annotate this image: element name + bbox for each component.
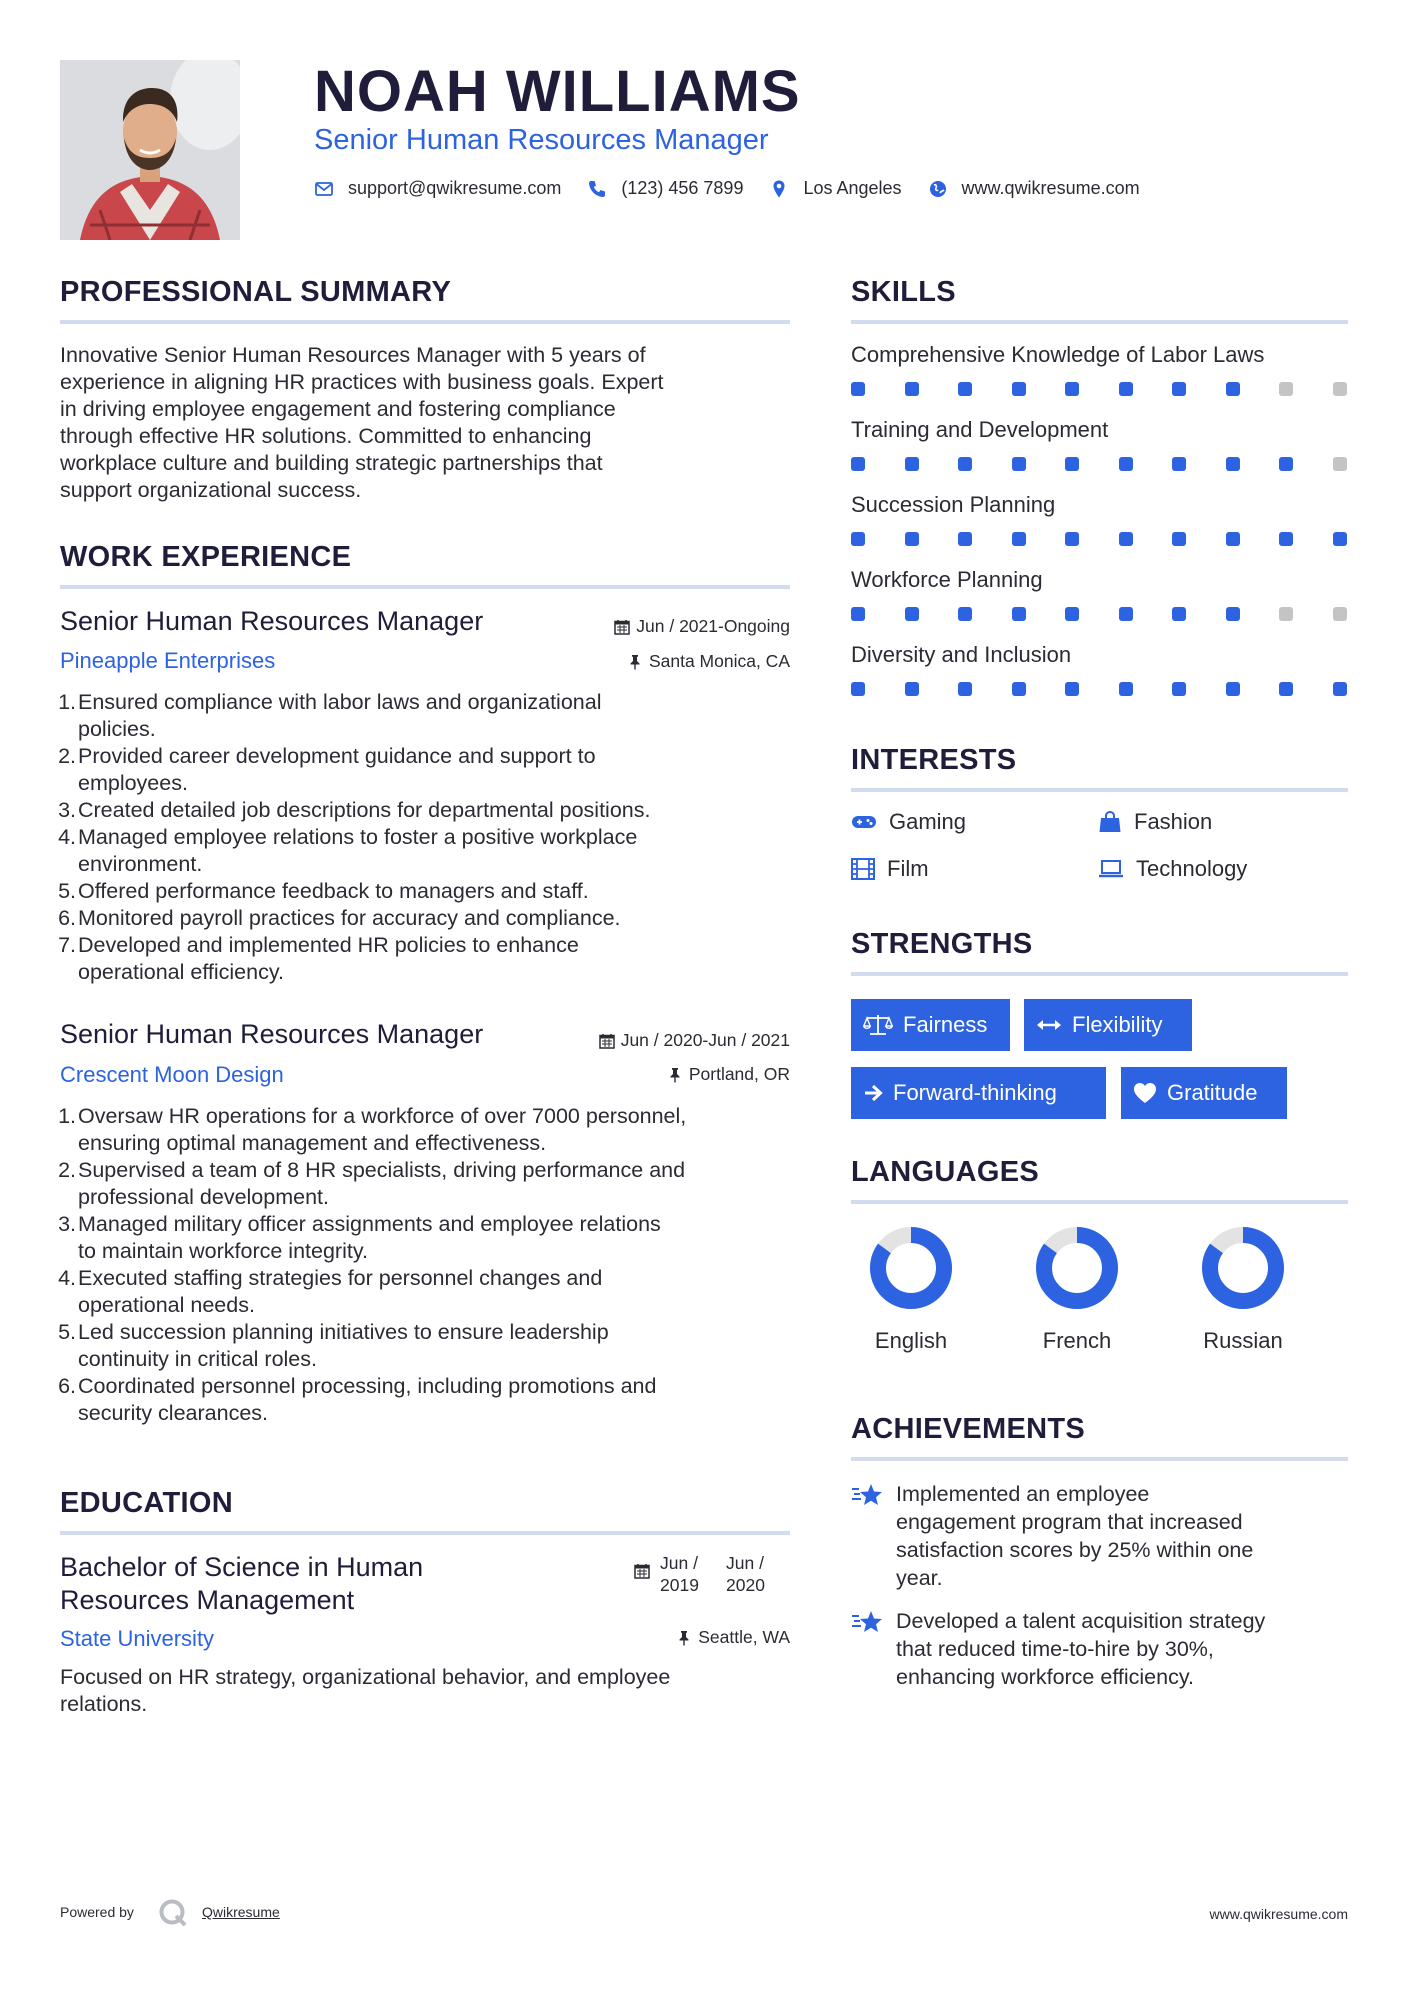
interest-label: Gaming	[889, 809, 967, 834]
skill-dot-filled	[1012, 382, 1026, 396]
skills-list	[851, 0, 1351, 720]
school-location	[676, 1627, 790, 1648]
skill-dot-filled	[1012, 607, 1026, 621]
degree-line: Bachelor of Science in Human	[60, 1552, 424, 1582]
skill-dot-filled	[1119, 532, 1133, 546]
education-date-start	[660, 1552, 699, 1596]
laptop-icon	[1098, 859, 1124, 879]
skill-dot-filled	[1119, 682, 1133, 696]
language-label: English	[874, 1328, 948, 1353]
achievement-line: engagement program that increased	[896, 1510, 1243, 1534]
summary-line: through effective HR solutions. Committed to enhancing	[60, 424, 592, 448]
skill-dot-filled	[1119, 457, 1133, 471]
degree-title	[60, 1551, 423, 1617]
interest-fashion	[1098, 809, 1212, 835]
achievement-line: year.	[896, 1566, 943, 1590]
contact-email-text: support@qwikresume.com	[348, 178, 562, 198]
job-bullets	[60, 1103, 800, 1427]
education-heading: EDUCATION	[60, 1487, 233, 1519]
gamepad-icon	[851, 813, 877, 831]
interest-technology	[1098, 856, 1247, 882]
film-icon	[851, 858, 875, 880]
skill-name: Succession Planning	[851, 492, 1056, 517]
achievements-rule	[851, 1457, 1348, 1461]
footer-powered-by: Powered by	[60, 1904, 134, 1920]
achievement-line: enhancing workforce efficiency.	[896, 1665, 1194, 1689]
summary-line: experience in aligning HR practices with business goals. Expert	[60, 370, 664, 394]
school-location-text: Seattle, WA	[698, 1627, 790, 1647]
contact-location-text: Los Angeles	[803, 178, 902, 198]
date-part: Jun /	[660, 1553, 698, 1573]
qwikresume-logo-icon	[158, 1898, 188, 1928]
candidate-title: Senior Human Resources Manager	[314, 124, 769, 156]
job-bullets	[60, 689, 800, 986]
skill-name: Training and Development	[851, 417, 1109, 442]
skill-dot-filled	[1172, 457, 1186, 471]
calendar-icon	[614, 619, 630, 635]
balance-scale-icon	[863, 1014, 893, 1036]
strength-label: Gratitude	[1167, 1080, 1258, 1105]
skill-dot-filled	[905, 382, 919, 396]
language-label: French	[1042, 1328, 1112, 1353]
list-item: 1. Oversaw HR operations for a workforce of over 7000 personnel, ensuring optimal management and effectiveness.	[58, 1104, 687, 1155]
strength-gratitude	[1121, 1067, 1287, 1119]
list-item: 3. Managed military officer assignments and employee relations to maintain workforce integrity.	[58, 1212, 661, 1263]
degree-line: Resources Management	[60, 1585, 355, 1615]
skill-dot-filled	[851, 457, 865, 471]
list-item: 2. Provided career development guidance and support to employees.	[58, 744, 596, 795]
star-icon	[851, 1482, 885, 1510]
strengths-rule	[851, 972, 1348, 976]
skill-dot-filled	[1226, 532, 1240, 546]
education-rule	[60, 1531, 790, 1535]
skill-dot-filled	[1226, 457, 1240, 471]
skill-dot-filled	[1279, 457, 1293, 471]
contact-phone[interactable]	[587, 178, 743, 199]
job-location	[667, 1064, 790, 1085]
interests-heading: INTERESTS	[851, 744, 1017, 776]
skill-dot-filled	[1172, 532, 1186, 546]
summary-heading: PROFESSIONAL SUMMARY	[60, 276, 452, 308]
list-item: 7. Developed and implemented HR policies to enhance operational efficiency.	[58, 933, 579, 984]
skill-dot-filled	[1065, 682, 1079, 696]
skill-dot-filled	[958, 532, 972, 546]
date-part: 2019	[660, 1575, 699, 1595]
achievement-line: satisfaction scores by 25% within one	[896, 1538, 1254, 1562]
interest-label: Film	[887, 856, 929, 881]
phone-icon	[587, 179, 607, 199]
list-item: 5. Offered performance feedback to managers and staff.	[58, 879, 589, 903]
achievement-line: Developed a talent acquisition strategy	[896, 1609, 1266, 1633]
pushpin-icon	[676, 1630, 692, 1646]
language-item	[1173, 1225, 1313, 1354]
strength-flexibility	[1024, 999, 1192, 1051]
list-item: 4. Managed employee relations to foster a positive workplace environment.	[58, 825, 638, 876]
interest-label: Technology	[1136, 856, 1248, 881]
skill-dot-filled	[958, 607, 972, 621]
experience-heading: WORK EXPERIENCE	[60, 541, 352, 573]
job-date-text: Jun / 2020-Jun / 2021	[620, 1030, 790, 1050]
envelope-icon	[314, 179, 334, 199]
skill-dot-filled	[1172, 607, 1186, 621]
list-item: 5. Led succession planning initiatives to ensure leadership continuity in critical roles.	[58, 1320, 609, 1371]
qwikresume-logo	[158, 1898, 188, 1933]
contact-phone-text: (123) 456 7899	[621, 178, 744, 198]
achievement-item	[851, 1607, 1351, 1691]
language-donut	[1173, 1225, 1313, 1311]
skill-dot-filled	[1119, 382, 1133, 396]
achievements-heading: ACHIEVEMENTS	[851, 1413, 1086, 1445]
summary-text	[60, 342, 800, 504]
interests-rule	[851, 788, 1348, 792]
skill-dot-filled	[851, 532, 865, 546]
pushpin-icon	[667, 1067, 683, 1083]
description-line: Focused on HR strategy, organizational behavior, and employee	[60, 1665, 671, 1689]
list-item: 3. Created detailed job descriptions for departmental positions.	[58, 798, 651, 822]
arrows-horizontal-icon	[1036, 1017, 1062, 1033]
languages-rule	[851, 1200, 1348, 1204]
education-date-icon-wrap	[634, 1563, 654, 1584]
skill-dot-filled	[1119, 607, 1133, 621]
language-donut	[1007, 1225, 1147, 1311]
skill-dot-empty	[1333, 607, 1347, 621]
skills-heading: SKILLS	[851, 276, 956, 308]
date-part: Jun /	[726, 1553, 764, 1573]
languages-list	[851, 1225, 1351, 1375]
skill-dot-filled	[1333, 682, 1347, 696]
skill-dot-filled	[1065, 457, 1079, 471]
star-icon	[851, 1609, 885, 1637]
skill-dot-filled	[1172, 382, 1186, 396]
skill-dot-empty	[1279, 382, 1293, 396]
skill-dot-filled	[1333, 532, 1347, 546]
contact-email[interactable]	[314, 178, 561, 199]
summary-line: Innovative Senior Human Resources Manager with 5 years of	[60, 343, 646, 367]
summary-line: support organizational success.	[60, 478, 362, 502]
candidate-name: NOAH WILLIAMS	[314, 59, 801, 124]
skill-dot-filled	[905, 682, 919, 696]
list-item: 2. Supervised a team of 8 HR specialists, driving performance and professional development.	[58, 1158, 686, 1209]
skill-dot-filled	[1279, 682, 1293, 696]
skill-dot-filled	[1012, 532, 1026, 546]
skill-dot-empty	[1333, 457, 1347, 471]
skill-dot-filled	[1226, 382, 1240, 396]
experience-rule	[60, 585, 790, 589]
job-location	[627, 651, 790, 672]
strength-label: Fairness	[903, 1012, 988, 1037]
skill-dot-filled	[1065, 382, 1079, 396]
skill-name: Workforce Planning	[851, 567, 1043, 592]
footer-site-link[interactable]: www.qwikresume.com	[1209, 1906, 1348, 1922]
profile-photo	[60, 60, 240, 240]
calendar-icon	[599, 1033, 615, 1049]
skill-dot-filled	[958, 382, 972, 396]
footer-brand-link[interactable]: Qwikresume	[202, 1904, 280, 1920]
skill-dot-filled	[1065, 607, 1079, 621]
skill-dot-empty	[1333, 382, 1347, 396]
summary-line: workplace culture and building strategic partnerships that	[60, 451, 603, 475]
skill-name: Diversity and Inclusion	[851, 642, 1072, 667]
contact-website-text: www.qwikresume.com	[961, 178, 1140, 198]
job-location-text: Santa Monica, CA	[648, 651, 790, 671]
education-description	[60, 1664, 800, 1718]
interest-gaming	[851, 809, 966, 835]
job-date-text: Jun / 2021-Ongoing	[636, 616, 790, 636]
achievement-line: Implemented an employee	[896, 1482, 1150, 1506]
skill-dot-filled	[1226, 682, 1240, 696]
job-title: Senior Human Resources Manager	[60, 606, 484, 636]
skill-dot-filled	[905, 457, 919, 471]
skill-dot-filled	[1012, 682, 1026, 696]
achievement-line: that reduced time-to-hire by 30%,	[896, 1637, 1214, 1661]
language-donut	[841, 1225, 981, 1311]
calendar-icon	[634, 1563, 650, 1579]
languages-heading: LANGUAGES	[851, 1156, 1039, 1188]
skill-dot-filled	[851, 382, 865, 396]
strength-label: Flexibility	[1072, 1012, 1163, 1037]
list-item: 1. Ensured compliance with labor laws and organizational policies.	[58, 690, 602, 741]
shopping-bag-icon	[1098, 811, 1122, 833]
pushpin-icon	[627, 654, 643, 670]
summary-rule	[60, 320, 790, 324]
language-label: Russian	[1203, 1328, 1283, 1353]
skill-dot-filled	[1226, 607, 1240, 621]
skill-dot-filled	[1065, 532, 1079, 546]
skill-dot-filled	[905, 607, 919, 621]
summary-line: in driving employee engagement and fostering compliance	[60, 397, 616, 421]
interest-film	[851, 856, 929, 882]
strength-label: Forward-thinking	[893, 1080, 1057, 1105]
list-item: 6. Coordinated personnel processing, including promotions and security clearances.	[58, 1374, 657, 1425]
skill-dot-empty	[1279, 607, 1293, 621]
list-item: 6. Monitored payroll practices for accuracy and compliance.	[58, 906, 621, 930]
skill-dot-filled	[1279, 532, 1293, 546]
heart-icon	[1133, 1082, 1157, 1104]
skill-dot-filled	[905, 532, 919, 546]
language-item	[1007, 1225, 1147, 1354]
job-company: Pineapple Enterprises	[60, 648, 276, 673]
date-part: 2020	[726, 1575, 765, 1595]
skill-dot-filled	[958, 682, 972, 696]
job-title: Senior Human Resources Manager	[60, 1019, 484, 1049]
school-name: State University	[60, 1626, 215, 1651]
interest-label: Fashion	[1134, 809, 1213, 834]
achievement-item	[851, 1480, 1351, 1592]
language-item	[841, 1225, 981, 1354]
list-item: 4. Executed staffing strategies for personnel changes and operational needs.	[58, 1266, 603, 1317]
skill-dot-filled	[1012, 457, 1026, 471]
job-date	[599, 1030, 790, 1051]
map-marker-icon	[769, 179, 789, 199]
skill-dot-filled	[851, 682, 865, 696]
job-date	[614, 616, 790, 637]
skill-dot-filled	[851, 607, 865, 621]
skill-dot-filled	[1172, 682, 1186, 696]
education-date-end	[726, 1552, 765, 1596]
strengths-heading: STRENGTHS	[851, 928, 1033, 960]
arrow-right-icon	[863, 1083, 883, 1103]
skill-dot-filled	[958, 457, 972, 471]
job-company: Crescent Moon Design	[60, 1062, 284, 1087]
strength-forward-thinking	[851, 1067, 1106, 1119]
skill-name: Comprehensive Knowledge of Labor Laws	[851, 342, 1265, 367]
job-location-text: Portland, OR	[688, 1064, 790, 1084]
strength-fairness	[851, 999, 1010, 1051]
description-line: relations.	[60, 1692, 148, 1716]
